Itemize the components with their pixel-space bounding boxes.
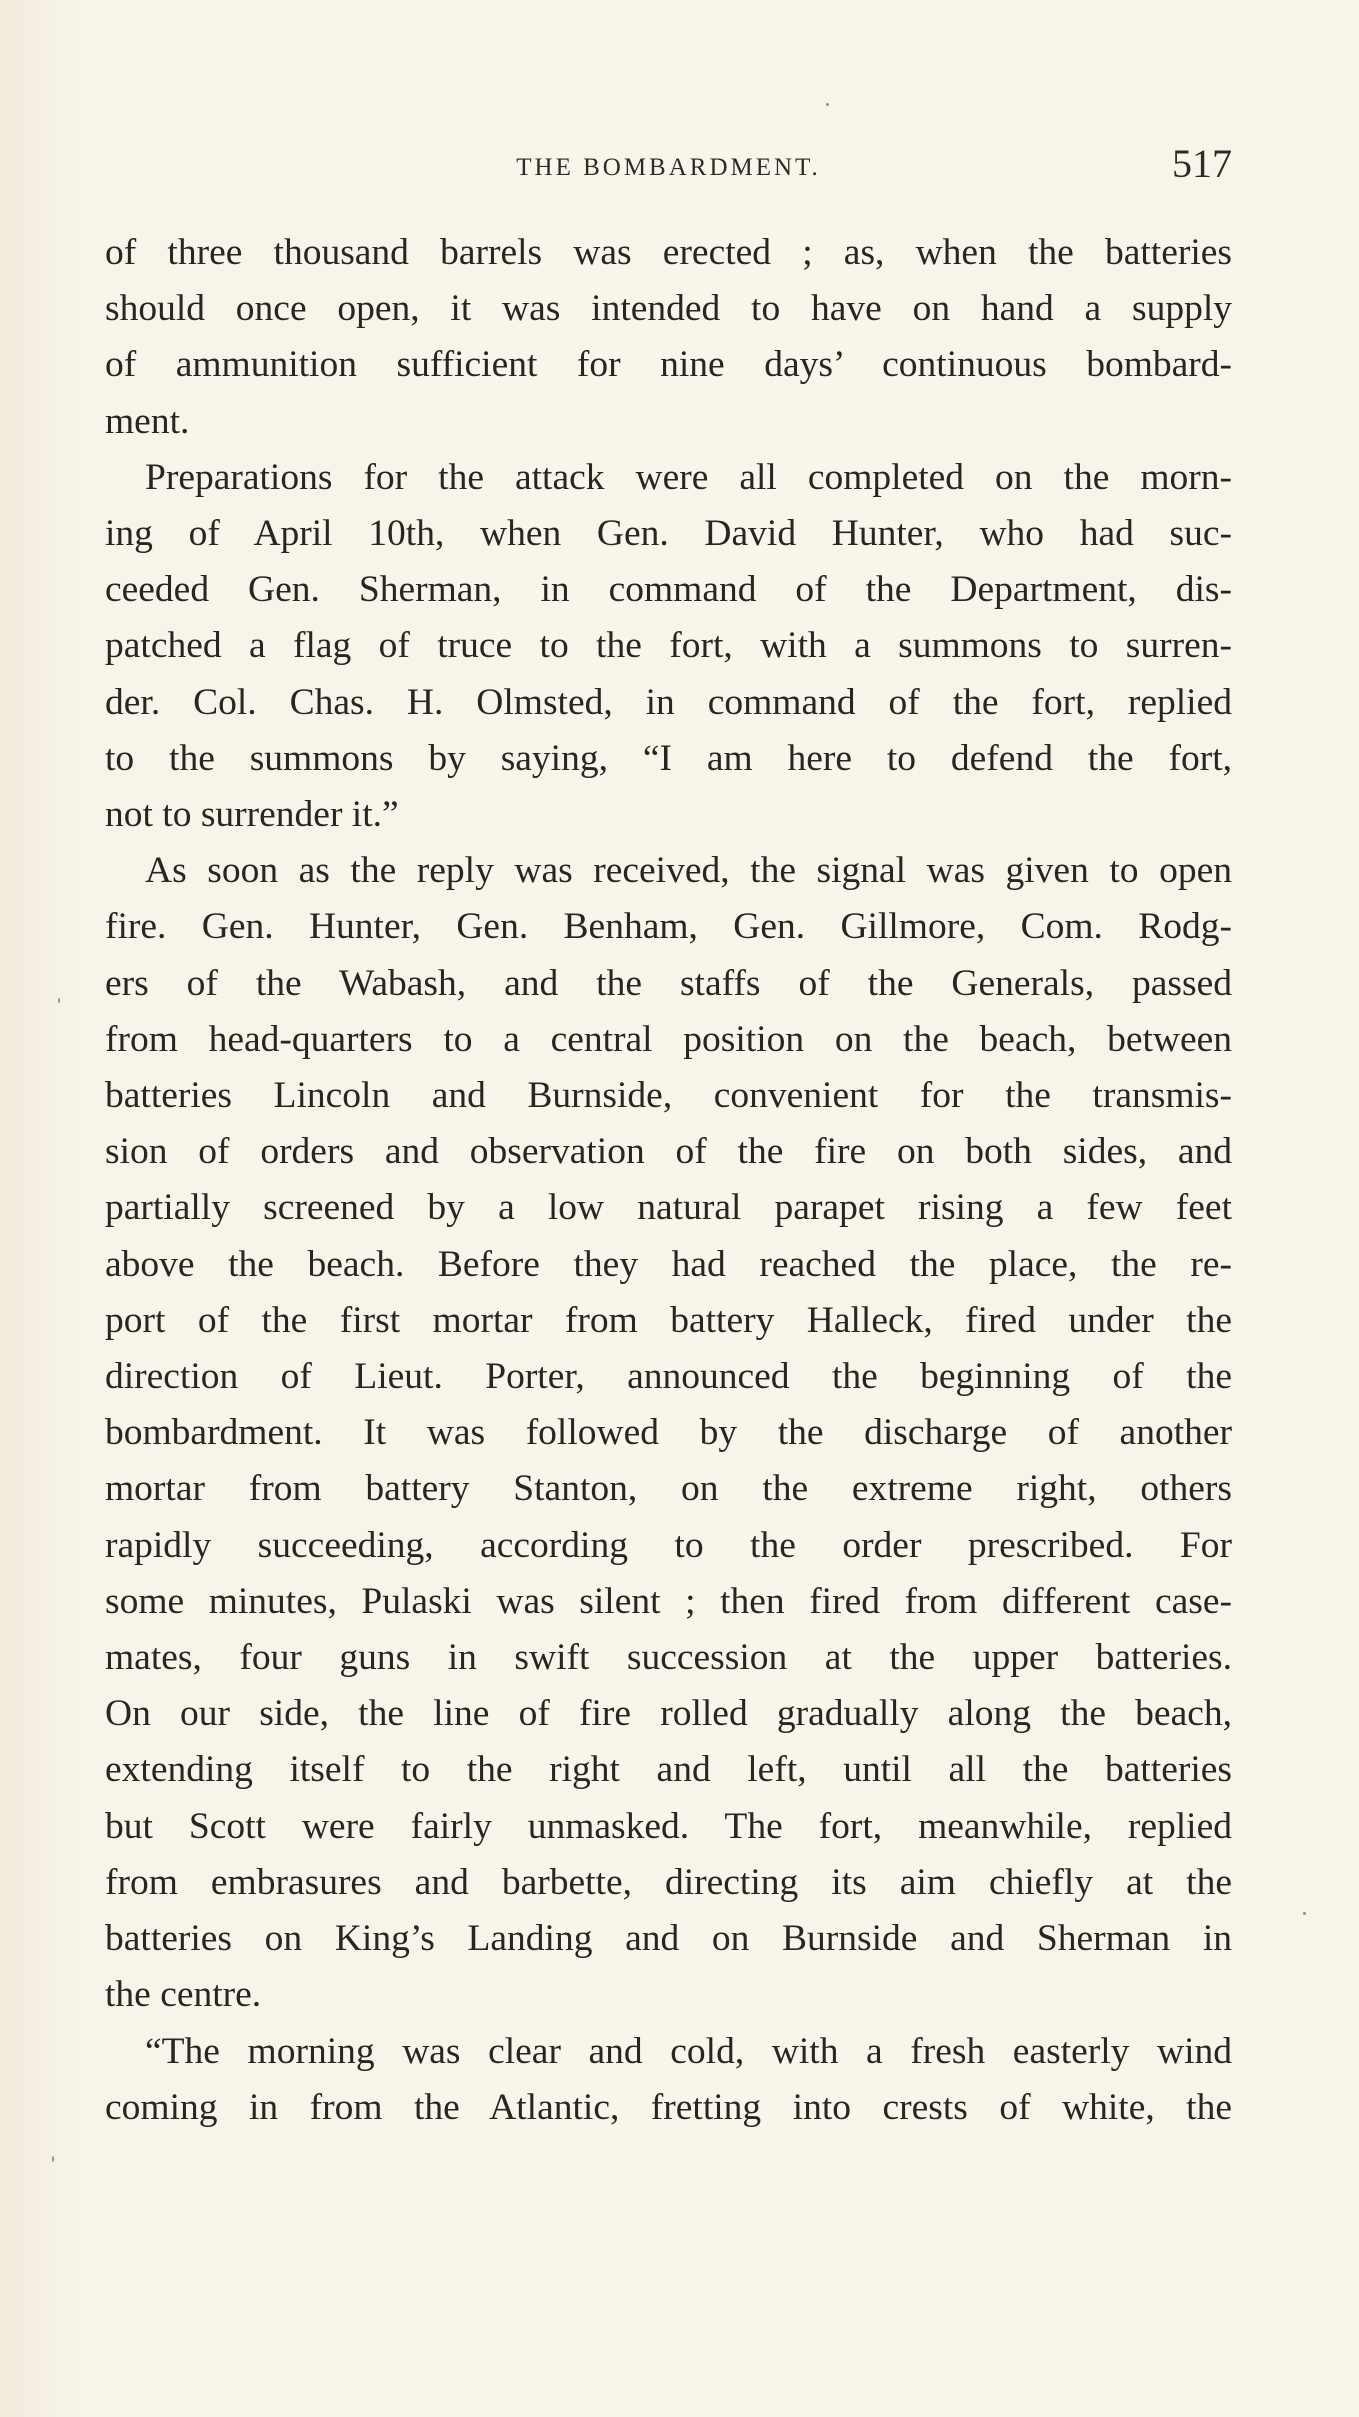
text-line: batteries Lincoln and Burnside, convenient for the transmis- — [105, 1075, 1232, 1117]
text-line: from embrasures and barbette, directing its aim chiefly at the — [105, 1861, 1232, 1903]
text-line: rapidly succeeding, according to the order prescribed. For — [105, 1524, 1232, 1566]
text-line: mates, four guns in swift succession at the upper batteries. — [105, 1637, 1232, 1679]
page-number: 517 — [1172, 141, 1232, 186]
text-line: der. Col. Chas. H. Olmsted, in command of the fort, replied — [105, 681, 1232, 723]
text-line: extending itself to the right and left, until all the batteries — [105, 1749, 1232, 1791]
text-line: partially screened by a low natural parapet rising a few feet — [105, 1187, 1232, 1229]
paragraph — [105, 450, 1232, 843]
paragraph — [105, 843, 1232, 2023]
text-line: ment. — [105, 400, 190, 442]
paper-speck — [58, 998, 60, 1003]
text-line: mortar from battery Stanton, on the extreme right, others — [105, 1468, 1232, 1510]
text-line: ceeded Gen. Sherman, in command of the Department, dis- — [105, 569, 1232, 611]
text-line: “The morning was clear and cold, with a fresh easterly wind — [145, 2030, 1232, 2072]
text-line: ers of the Wabash, and the staffs of the Generals, passed — [105, 962, 1232, 1004]
text-line: should once open, it was intended to have on hand a supply — [105, 288, 1232, 330]
text-line: port of the first mortar from battery Halleck, fired under the — [105, 1299, 1232, 1341]
text-line: bombardment. It was followed by the discharge of another — [105, 1412, 1232, 1454]
text-line: fire. Gen. Hunter, Gen. Benham, Gen. Gillmore, Com. Rodg- — [105, 906, 1232, 948]
text-line: some minutes, Pulaski was silent ; then fired from different case- — [105, 1580, 1232, 1622]
text-line: On our side, the line of fire rolled gradually along the beach, — [105, 1693, 1232, 1735]
text-line: ing of April 10th, when Gen. David Hunter, who had suc- — [105, 513, 1232, 555]
page-header — [105, 140, 1232, 200]
text-line: to the summons by saying, “I am here to defend the fort, — [105, 737, 1232, 779]
paper-speck — [52, 2156, 54, 2162]
text-line: not to surrender it.” — [105, 794, 399, 836]
text-line: but Scott were fairly unmasked. The fort, meanwhile, replied — [105, 1805, 1232, 1847]
text-line: the centre. — [105, 1974, 262, 2016]
text-line: direction of Lieut. Porter, announced the beginning of the — [105, 1356, 1232, 1398]
paragraph — [105, 2024, 1232, 2136]
running-head: THE BOMBARDMENT. — [516, 154, 821, 181]
text-line: sion of orders and observation of the fire on both sides, and — [105, 1131, 1232, 1173]
text-line: from head-quarters to a central position on the beach, between — [105, 1018, 1232, 1060]
text-line: Preparations for the attack were all completed on the morn- — [145, 456, 1232, 498]
text-line: As soon as the reply was received, the signal was given to open — [145, 850, 1232, 892]
text-line: above the beach. Before they had reached the place, the re- — [105, 1243, 1232, 1285]
text-line: of ammunition sufficient for nine days’ continuous bombard- — [105, 344, 1232, 386]
paragraph — [105, 225, 1232, 450]
paper-speck — [1303, 1912, 1306, 1915]
text-line: batteries on King’s Landing and on Burnside and Sherman in — [105, 1918, 1232, 1960]
body-text — [105, 225, 1232, 2136]
text-line: patched a flag of truce to the fort, with a summons to surren- — [105, 625, 1232, 667]
text-line: of three thousand barrels was erected ; as, when the batteries — [105, 232, 1232, 273]
text-line: coming in from the Atlantic, fretting into crests of white, the — [105, 2086, 1232, 2128]
paper-speck — [826, 103, 829, 106]
